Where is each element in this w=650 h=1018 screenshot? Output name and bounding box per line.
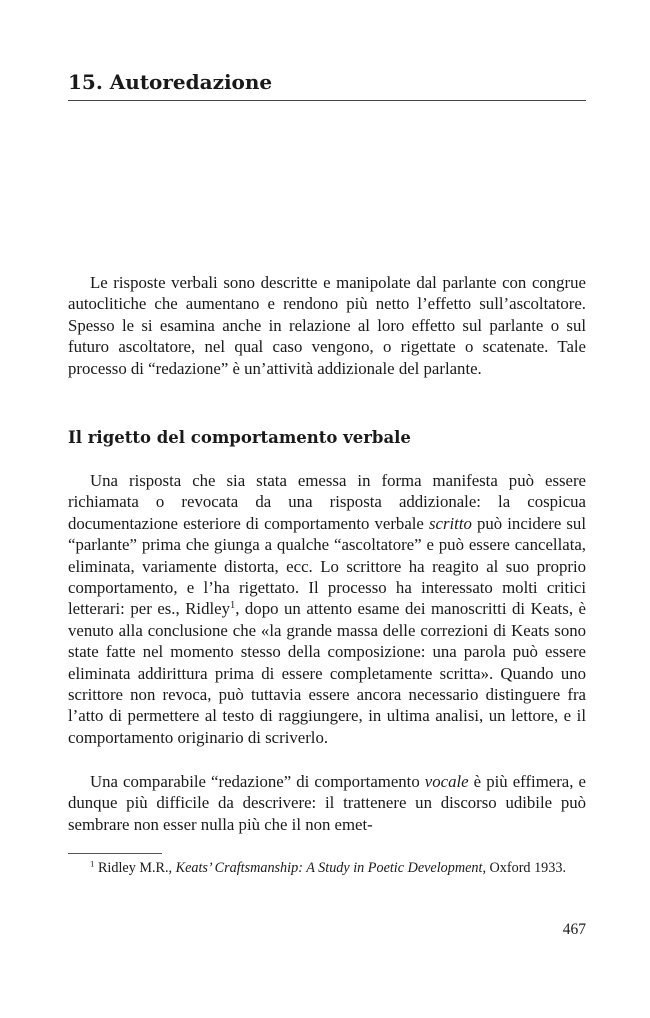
- emphasis-text: vocale: [424, 772, 469, 791]
- emphasis-text: scritto: [429, 513, 472, 533]
- paragraph-text: Una comparabile “redazione” di comportamento: [90, 772, 425, 791]
- page-number: 467: [562, 921, 586, 938]
- footnote-reference[interactable]: 1: [229, 600, 236, 612]
- footnote: [68, 858, 586, 878]
- chapter-title: 15. Autoredazione: [68, 70, 586, 101]
- footnote-book-title: Keats’ Craftsmanship: A Study in Poetic Development: [175, 860, 483, 876]
- section-title: Il rigetto del comportamento verbale: [68, 428, 411, 447]
- paragraph-text: è più effimera, e dunque più difficile da descrivere: il trattenere un discorso udibile può sembrare non esser nulla più che il non emet-: [68, 772, 586, 834]
- footnote-marker: 1: [90, 858, 95, 869]
- intro-paragraph: Le risposte verbali sono descritte e manipolate dal parlante con congrue autoclitiche che aumentano e rendono più netto l’effetto sull’ascoltatore. Spesso le si esamina anche in relazione al loro effetto sul parlante o sul futuro ascoltatore, nel qual caso vengono, o rigettate o scatenate. Tale processo di “redazione” è un’attività addizionale del parlante.: [68, 273, 586, 378]
- footnote-author: Ridley M.R.,: [94, 860, 176, 876]
- paragraph-text: Una risposta che sia stata emessa in forma manifesta può essere richiamata o revocata da una risposta addizionale: la cospicua documentazione esteriore di comportamento verbale: [68, 471, 586, 533]
- footnote-publication: , Oxford 1933.: [482, 860, 566, 876]
- body-paragraph: [68, 470, 586, 748]
- paragraph-text: può incidere sul “parlante” prima che giunga a qualche “ascoltatore” e può essere cancellata, eliminata, variamente distorta, ecc. Lo scrittore ha reagito al suo proprio comportamento, e l’ha rigettato. Il processo ha interessato molti critici letterari: per es., Ridley: [68, 513, 586, 619]
- paragraph-text: , dopo un attento esame dei manoscritti di Keats, è venuto alla conclusione che «la grande massa delle correzioni di Keats sono state fatte nel momento stesso della composizione: una parola può essere eliminata addirittura prima di essere completamente scritta». Quando uno scrittore non revoca, può tuttavia essere ancora necessario distinguere fra l’atto di permettere al testo di raggiungere, in ultima analisi, un lettore, e il comportamento originario di scriverlo.: [68, 599, 587, 747]
- body-paragraph: [68, 771, 586, 835]
- footnote-divider: [68, 853, 162, 854]
